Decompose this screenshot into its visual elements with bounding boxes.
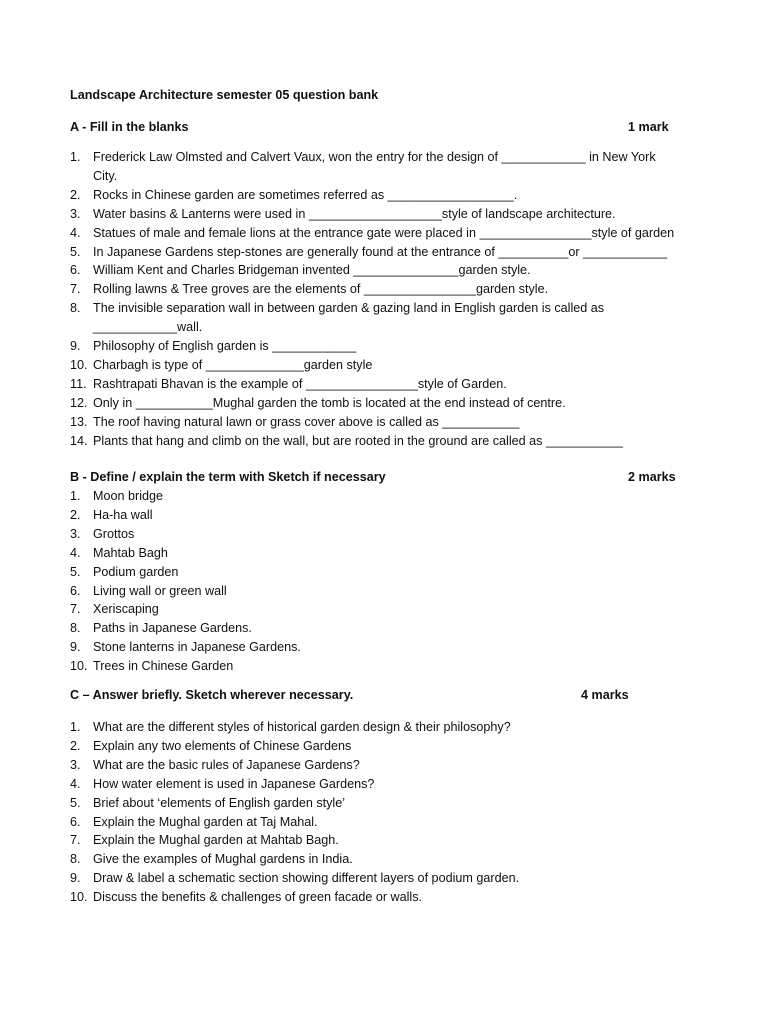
- list-item: [70, 356, 674, 375]
- item-text: The invisible separation wall in between garden & gazing land in English garden is called as: [93, 301, 605, 316]
- list-item: [70, 794, 519, 813]
- item-number: 5.: [70, 244, 81, 259]
- section-b-heading: B - Define / explain the term with Sketch if necessary: [70, 470, 386, 484]
- item-text: Grottos: [93, 526, 135, 541]
- list-item: [70, 718, 519, 737]
- list-item: [70, 582, 301, 601]
- item-text: What are the different styles of historical garden design & their philosophy?: [93, 720, 511, 734]
- item-number: 1.: [70, 720, 81, 734]
- item-text: Brief about ‘elements of English garden style’: [93, 795, 346, 810]
- item-number: 14.: [70, 433, 88, 448]
- item-number: 7.: [70, 602, 81, 617]
- item-number: 9.: [70, 339, 81, 354]
- list-item: [70, 813, 519, 832]
- item-text: Charbagh is type of ______________garden style: [93, 357, 373, 372]
- item-number: 3.: [70, 206, 81, 221]
- section-a-marks: 1 mark: [628, 120, 669, 134]
- item-text-continued: City.: [93, 168, 118, 183]
- section-c-heading: C – Answer briefly. Sketch wherever necessary.: [70, 688, 354, 702]
- item-number: 3.: [70, 757, 81, 772]
- section-c-marks: 4 marks: [581, 688, 629, 702]
- item-text: Water basins & Lanterns were used in ___________________style of landscape architecture.: [93, 206, 616, 221]
- item-number: 5.: [70, 795, 81, 810]
- item-text: Discuss the benefits & challenges of green facade or walls.: [93, 890, 423, 905]
- item-text: Rolling lawns & Tree groves are the elements of ________________garden style.: [93, 282, 549, 297]
- item-text: Statues of male and female lions at the entrance gate were placed in ________________style of garden: [93, 225, 675, 240]
- list-item: [70, 657, 301, 676]
- list-item: [70, 775, 519, 794]
- item-number: 4.: [70, 225, 81, 240]
- item-number: 6.: [70, 814, 81, 829]
- list-item: [70, 148, 674, 186]
- list-item: [70, 888, 519, 907]
- item-number: 11.: [70, 376, 87, 391]
- list-item: [70, 432, 674, 451]
- item-text: Rashtrapati Bhavan is the example of ________________style of Garden.: [93, 376, 507, 391]
- list-item: [70, 619, 301, 638]
- section-a-list: [70, 148, 674, 451]
- document-title: Landscape Architecture semester 05 question bank: [70, 88, 379, 102]
- item-text: Mahtab Bagh: [93, 545, 168, 560]
- item-text: William Kent and Charles Bridgeman invented _______________garden style.: [93, 263, 531, 278]
- list-item: [70, 638, 301, 657]
- item-number: 3.: [70, 526, 81, 541]
- list-item: [70, 224, 674, 243]
- item-text: Plants that hang and climb on the wall, but are rooted in the ground are called as ___________: [93, 433, 624, 448]
- item-number: 10.: [70, 659, 88, 674]
- list-item: [70, 413, 674, 432]
- item-text: Trees in Chinese Garden: [93, 659, 234, 674]
- item-text: Only in ___________Mughal garden the tomb is located at the end instead of centre.: [93, 395, 566, 410]
- item-number: 2.: [70, 187, 81, 202]
- item-number: 8.: [70, 301, 81, 316]
- item-text: What are the basic rules of Japanese Gardens?: [93, 757, 360, 772]
- list-item: [70, 850, 519, 869]
- item-text: The roof having natural lawn or grass cover above is called as ___________: [93, 414, 520, 429]
- item-number: 6.: [70, 263, 81, 278]
- item-text: Podium garden: [93, 564, 179, 579]
- list-item: [70, 525, 301, 544]
- list-item: [70, 544, 301, 563]
- list-item: [70, 261, 674, 280]
- item-text: Living wall or green wall: [93, 583, 227, 598]
- item-text: Explain the Mughal garden at Mahtab Bagh.: [93, 833, 339, 848]
- item-number: 1.: [70, 489, 81, 503]
- item-text: Rocks in Chinese garden are sometimes referred as __________________.: [93, 187, 518, 202]
- item-text: Give the examples of Mughal gardens in India.: [93, 852, 353, 867]
- list-item: [70, 831, 519, 850]
- list-item: [70, 186, 674, 205]
- item-number: 10.: [70, 357, 88, 372]
- section-b-list: [70, 487, 301, 676]
- item-text: Moon bridge: [93, 489, 164, 503]
- list-item: [70, 394, 674, 413]
- item-number: 12.: [70, 395, 88, 410]
- item-text-continued: ____________wall.: [93, 320, 203, 335]
- item-number: 9.: [70, 640, 81, 655]
- item-number: 2.: [70, 507, 81, 522]
- item-number: 8.: [70, 852, 81, 867]
- list-item: [70, 243, 674, 262]
- section-b-marks: 2 marks: [628, 470, 676, 484]
- item-number: 6.: [70, 583, 81, 598]
- item-text: Xeriscaping: [93, 602, 159, 617]
- item-text: Explain any two elements of Chinese Gardens: [93, 738, 352, 753]
- item-text: Philosophy of English garden is ____________: [93, 339, 357, 354]
- list-item: [70, 869, 519, 888]
- list-item: [70, 337, 674, 356]
- list-item: [70, 563, 301, 582]
- item-text: Stone lanterns in Japanese Gardens.: [93, 640, 301, 655]
- item-text: In Japanese Gardens step-stones are generally found at the entrance of __________or ____________: [93, 244, 668, 259]
- item-number: 1.: [70, 150, 81, 164]
- item-number: 4.: [70, 776, 81, 791]
- item-number: 10.: [70, 890, 88, 905]
- item-number: 2.: [70, 738, 81, 753]
- item-text: Frederick Law Olmsted and Calvert Vaux, won the entry for the design of ____________ in New York: [93, 150, 656, 164]
- item-number: 7.: [70, 833, 81, 848]
- list-item: [70, 205, 674, 224]
- item-text: Draw & label a schematic section showing different layers of podium garden.: [93, 871, 520, 886]
- item-number: 13.: [70, 414, 88, 429]
- item-number: 5.: [70, 564, 81, 579]
- list-item: [70, 280, 674, 299]
- section-c-list: [70, 718, 519, 907]
- item-text: How water element is used in Japanese Gardens?: [93, 776, 375, 791]
- item-number: 9.: [70, 871, 81, 886]
- item-text: Paths in Japanese Gardens.: [93, 621, 252, 636]
- list-item: [70, 600, 301, 619]
- list-item: [70, 299, 674, 337]
- item-text: Ha-ha wall: [93, 507, 153, 522]
- item-number: 7.: [70, 282, 81, 297]
- list-item: [70, 487, 301, 506]
- item-number: 8.: [70, 621, 81, 636]
- list-item: [70, 506, 301, 525]
- list-item: [70, 375, 674, 394]
- section-a-heading: A - Fill in the blanks: [70, 120, 189, 134]
- item-number: 4.: [70, 545, 81, 560]
- item-text: Explain the Mughal garden at Taj Mahal.: [93, 814, 318, 829]
- list-item: [70, 756, 519, 775]
- list-item: [70, 737, 519, 756]
